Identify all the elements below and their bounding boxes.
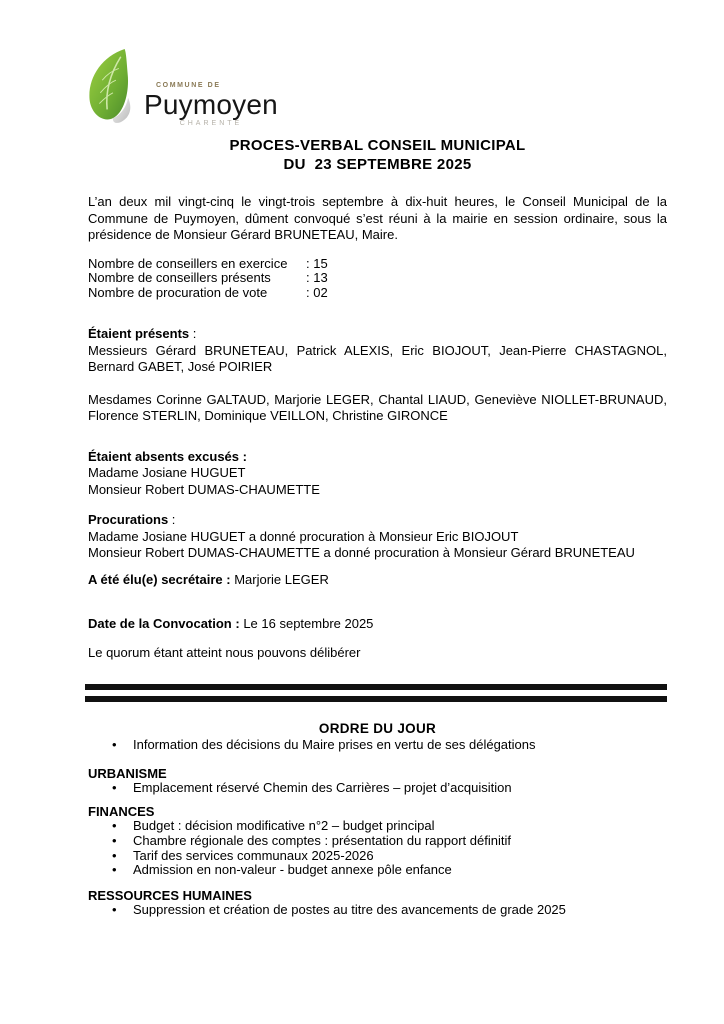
section-divider xyxy=(85,684,667,702)
agenda-list xyxy=(88,903,667,918)
counter-label: Nombre de procuration de vote xyxy=(88,284,268,300)
agenda-item-text: Chambre régionale des comptes : présentation du rapport définitif xyxy=(133,833,511,849)
bullet-icon: • xyxy=(112,901,117,917)
page-title xyxy=(88,136,667,174)
agenda-item xyxy=(88,819,667,834)
logo-charente: CHARENTE xyxy=(179,120,243,127)
secretaire-value: Marjorie LEGER xyxy=(230,571,329,587)
logo-name: Puymoyen xyxy=(144,89,278,120)
agenda-list xyxy=(88,819,667,877)
agenda-section-finances xyxy=(88,804,667,877)
secretaire-line xyxy=(88,572,667,589)
agenda-section-title: RESSOURCES HUMAINES xyxy=(88,887,252,903)
present-heading xyxy=(88,326,667,343)
bullet-icon: • xyxy=(112,779,117,795)
counter-label: Nombre de conseillers en exercice xyxy=(88,255,288,271)
bullet-icon: • xyxy=(112,737,117,753)
agenda-section-urbanisme xyxy=(88,766,667,796)
puymoyen-logo xyxy=(85,50,724,128)
agenda-item xyxy=(88,834,667,849)
agenda-item-text: Tarif des services communaux 2025-2026 xyxy=(133,847,374,863)
bullet-icon: • xyxy=(112,862,117,878)
agenda-intro-list xyxy=(88,738,667,753)
procurations-heading-colon: : xyxy=(168,512,176,528)
present-mesdames: Mesdames Corinne GALTAUD, Marjorie LEGER, Chantal LIAUD, Geneviève NIOLLET-BRUNAUD, Florence STERLIN, Dominique VEILLON, Christine GIRONCE xyxy=(88,391,667,424)
bullet-icon: • xyxy=(112,833,117,849)
present-heading-label: Étaient présents xyxy=(88,326,190,342)
procuration-line: Monsieur Robert DUMAS-CHAUMETTE a donné procuration à Monsieur Gérard BRUNETEAU xyxy=(88,545,635,561)
absents-section xyxy=(88,449,667,499)
logo-text xyxy=(144,82,278,128)
absents-line: Monsieur Robert DUMAS-CHAUMETTE xyxy=(88,481,320,497)
procuration-line: Madame Josiane HUGUET a donné procuration à Monsieur Eric BIOJOUT xyxy=(88,528,519,544)
agenda-section-title: FINANCES xyxy=(88,804,155,820)
secretaire-label: A été élu(e) secrétaire : xyxy=(88,571,231,587)
agenda-item-text: Admission en non-valeur - budget annexe pôle enfance xyxy=(133,862,452,878)
counters-block xyxy=(88,257,667,301)
absents-heading: Étaient absents excusés : xyxy=(88,448,247,464)
procurations-heading-label: Procurations xyxy=(88,512,169,528)
absents-line: Madame Josiane HUGUET xyxy=(88,465,246,481)
counter-row xyxy=(88,257,667,272)
agenda-item xyxy=(88,849,667,864)
convocation-line xyxy=(88,616,667,633)
agenda-item xyxy=(88,781,667,796)
counter-value: : 02 xyxy=(306,284,328,300)
agenda-item-text: Suppression et création de postes au titre des avancements de grade 2025 xyxy=(133,901,566,917)
agenda-item-text: Information des décisions du Maire prises en vertu de ses délégations xyxy=(133,737,536,753)
procurations-heading xyxy=(88,512,667,529)
agenda-item xyxy=(88,903,667,918)
procurations-section xyxy=(88,512,667,562)
bullet-icon: • xyxy=(112,847,117,863)
intro-paragraph: L’an deux mil vingt-cinq le vingt-trois septembre à dix-huit heures, le Conseil Municipal de la Commune de Puymoyen, dûment convoqué s’est réuni à la mairie en session ordinaire, sous la présidence de Monsieur Gérard BRUNETEAU, Maire. xyxy=(88,194,667,242)
leaf-icon xyxy=(85,47,139,128)
present-section xyxy=(88,326,667,425)
page-title-line2: DU 23 SEPTEMBRE 2025 xyxy=(283,156,472,173)
counter-value: : 13 xyxy=(306,270,328,286)
logo-commune-de: COMMUNE DE xyxy=(156,82,221,89)
bullet-icon: • xyxy=(112,818,117,834)
page-title-line1: PROCES-VERBAL CONSEIL MUNICIPAL xyxy=(229,137,526,154)
quorum-line: Le quorum étant atteint nous pouvons délibérer xyxy=(88,644,361,660)
agenda-item xyxy=(88,738,667,753)
agenda-section-title: URBANISME xyxy=(88,765,167,781)
counter-row xyxy=(88,286,667,301)
present-messieurs: Messieurs Gérard BRUNETEAU, Patrick ALEXIS, Eric BIOJOUT, Jean-Pierre CHASTAGNOL, Bernard GABET, José POIRIER xyxy=(88,342,667,375)
counter-label: Nombre de conseillers présents xyxy=(88,270,271,286)
agenda-list xyxy=(88,781,667,796)
present-heading-colon: : xyxy=(189,326,197,342)
divider-bar-bottom xyxy=(85,696,667,702)
convocation-label: Date de la Convocation : xyxy=(88,616,240,632)
agenda-section-ressources-humaines xyxy=(88,888,667,918)
ordre-du-jour-heading: ORDRE DU JOUR xyxy=(318,721,437,737)
counter-row xyxy=(88,271,667,286)
agenda-item xyxy=(88,863,667,878)
agenda-item-text: Budget : décision modificative n°2 – budget principal xyxy=(133,818,435,834)
convocation-value: Le 16 septembre 2025 xyxy=(239,616,374,632)
agenda-item-text: Emplacement réservé Chemin des Carrières – projet d’acquisition xyxy=(133,779,512,795)
counter-value: : 15 xyxy=(306,255,328,271)
